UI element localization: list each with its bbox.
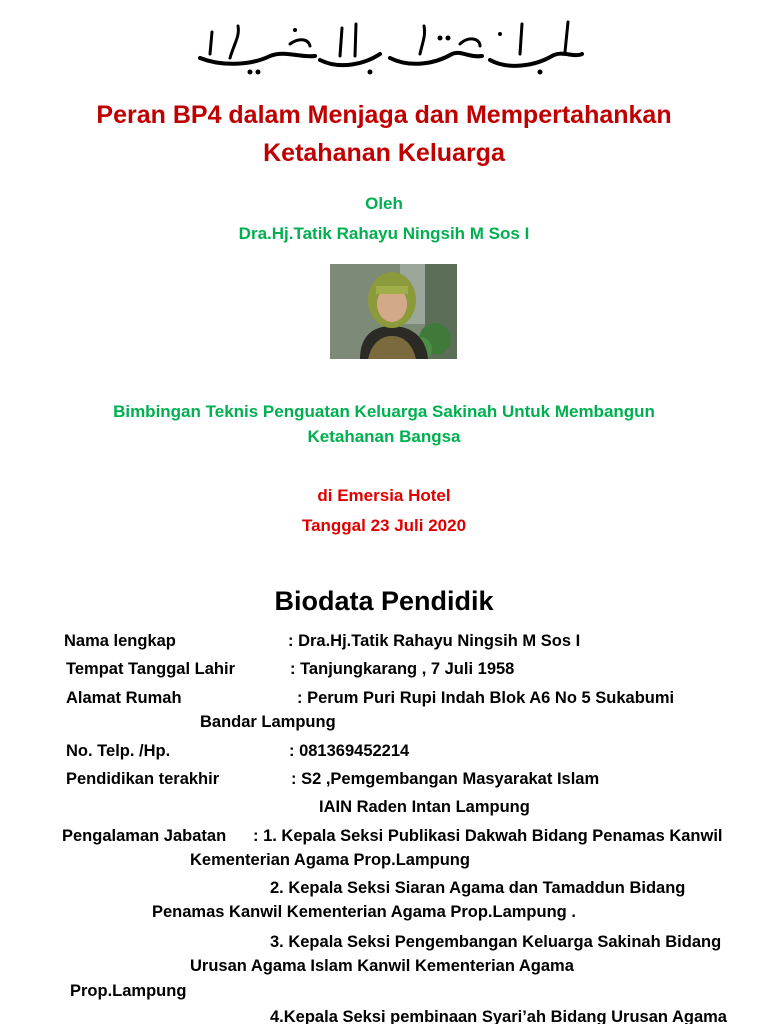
experience-1-line-2: Kementerian Agama Prop.Lampung [190, 851, 470, 869]
experience-3-line-1: 3. Kepala Seksi Pengembangan Keluarga Sakinah Bidang [270, 933, 722, 951]
by-label: Oleh [365, 194, 403, 213]
address-label: Alamat Rumah [66, 689, 182, 707]
experience-3-line-2: Urusan Agama Islam Kanwil Kementerian Agama [190, 957, 574, 975]
birth-label: Tempat Tanggal Lahir [66, 660, 235, 678]
phone-value: : 081369452214 [289, 742, 410, 760]
name-value: : Dra.Hj.Tatik Rahayu Ningsih M Sos I [288, 632, 581, 650]
presentation-title-line-2: Ketahanan Keluarga [263, 139, 505, 167]
name-label: Nama lengkap [64, 632, 176, 650]
address-continuation: Bandar Lampung [200, 713, 336, 731]
event-location: di Emersia Hotel [317, 486, 451, 505]
author-photo [330, 264, 457, 359]
education-value: : S2 ,Pemgembangan Masyarakat Islam [291, 770, 600, 788]
event-name-line-1: Bimbingan Teknis Penguatan Keluarga Sakinah Untuk Membangun [113, 402, 655, 421]
experience-label: Pengalaman Jabatan [62, 827, 227, 845]
biodata-heading: Biodata Pendidik [274, 586, 494, 616]
event-name-line-2: Ketahanan Bangsa [307, 427, 461, 446]
birth-value: : Tanjungkarang , 7 Juli 1958 [290, 660, 515, 678]
experience-3-line-3: Prop.Lampung [70, 982, 187, 1000]
event-date: Tanggal 23 Juli 2020 [301, 516, 467, 535]
experience-2-line-2: Penamas Kanwil Kementerian Agama Prop.Lampung . [152, 903, 576, 921]
author-name: Dra.Hj.Tatik Rahayu Ningsih M Sos I [238, 224, 530, 243]
arabic-greeting-calligraphy [190, 14, 590, 78]
experience-4-line-1: 4.Kepala Seksi pembinaan Syari’ah Bidang Urusan Agama [270, 1008, 727, 1024]
education-continuation: IAIN Raden Intan Lampung [319, 798, 530, 816]
address-value: : Perum Puri Rupi Indah Blok A6 No 5 Sukabumi [297, 689, 675, 707]
experience-2-line-1: 2. Kepala Seksi Siaran Agama dan Tamaddun Bidang [270, 879, 686, 897]
phone-label: No. Telp. /Hp. [66, 742, 171, 760]
presentation-title-line-1: Peran BP4 dalam Menjaga dan Mempertahankan [96, 101, 672, 129]
education-label: Pendidikan terakhir [66, 770, 220, 788]
experience-1-line-1: : 1. Kepala Seksi Publikasi Dakwah Bidang Penamas Kanwil [253, 827, 723, 845]
